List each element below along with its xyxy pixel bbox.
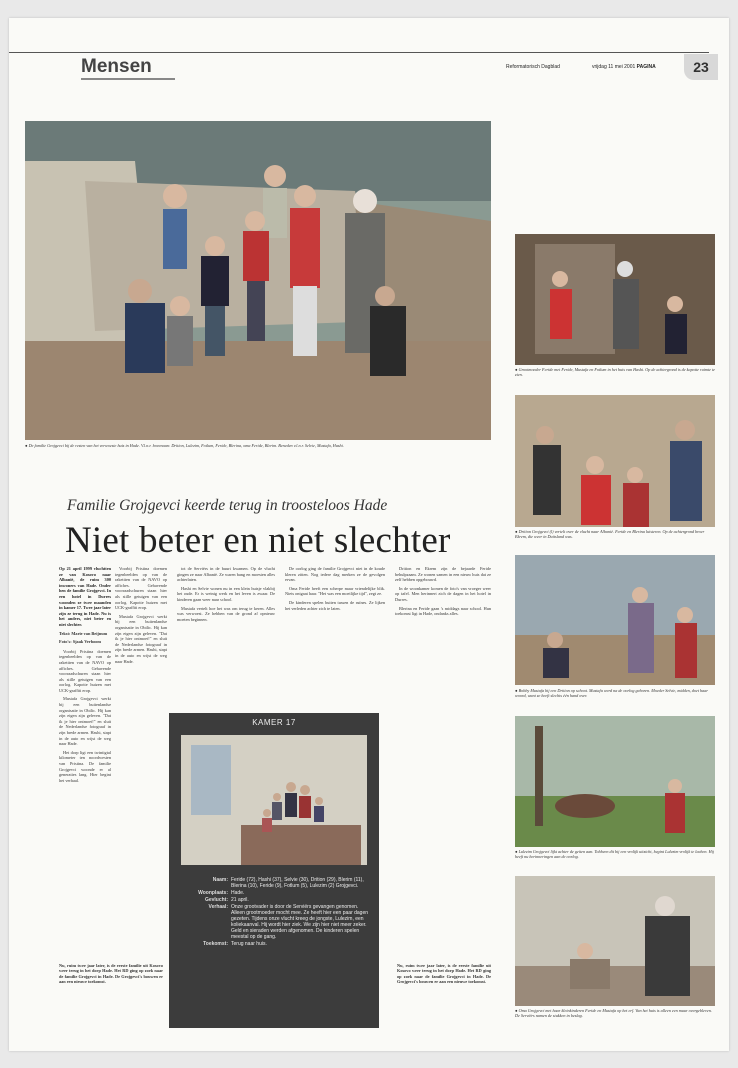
byline-photo: Foto's: Sjaak Verboom	[59, 639, 102, 645]
hotel-room-photo	[181, 735, 367, 865]
article-paragraph: Drition en Ekrem zijn de bejaarde Feride behulpzaam. Ze wonen samen in een nieuw huis dat ze zelf hebben opgebouwd.	[395, 566, 491, 583]
side-photo-2	[515, 395, 715, 527]
side-caption-1: ● Grootmoeder Feride met Feride, Mustafa en Fotlum in het huis van Hashi. Op de achtergrond is de kapotte ruimte te zien.	[515, 367, 716, 378]
article-kicker: Familie Grojgevci keerde terug in troosteloos Hade	[67, 497, 388, 514]
kamer-box-rows	[177, 877, 373, 948]
kamer-row: Verhaal: Onze grootvader is door de Serviërs gevangen genomen. Alleen grootmoeder mocht mee. Ze heeft hier een paar dagen gezeten. Tijdens onze vlucht kreeg de jongste, Lulezim, een koliekaanval. Hij wordt hier ziek. We zijn hier niet meer zeker. Geld en sieraden werden afgenomen. De kinderen spelen meestal op de gang.	[208, 904, 369, 940]
box-note-left: Nu, ruim twee jaar later, is de eerste familie uit Kosovo weer terug in het dorp Hade. Het RD ging op zoek naar de familie Grojgevci in Hade. De Grojgevci's bouwen er aan een nieuwe toekomst.	[59, 963, 163, 985]
header-rule	[9, 52, 709, 53]
article-column-4	[285, 566, 385, 614]
article-paragraph: Oma Feride heeft een scherpe maar vriendelijke blik. Niets ontgaat haar. "Het was een moeilijke tijd", zegt ze.	[285, 585, 385, 597]
kamer-row: Naam: Feride (72), Hashi (37), Selvie (30), Drition (29), Blerim (11), Blerina (10), Feride (9), Fotlum (5), Lulezim (2) Grojgevci.	[212, 877, 364, 889]
issue-date: vrijdag 11 mei 2001 PAGINA	[592, 64, 656, 70]
section-underline	[81, 78, 175, 80]
newspaper-page	[9, 18, 729, 1051]
side-caption-2: ● Drition Grojgevci (l) vertelt over de vlucht naar Albanië. Feride en Blerina luisteren. Op de achtergrond broer Ekrem, die weer in Duitsland was.	[515, 529, 705, 540]
side-photo-3	[515, 555, 715, 685]
article-paragraph: Blerina en Feride gaan 's middags naar school. Hun toekomst ligt in Hade, ondanks alles.	[395, 605, 491, 617]
box-note: Nu, ruim twee jaar later, is de eerste familie uit Kosovo weer terug in het dorp Hade. Het RD ging op zoek naar de familie Grojgevci in Hade. De Grojgevci's bouwen er aan een nieuwe toekomst.	[397, 963, 491, 985]
article-paragraph: De oorlog ging de familie Grojgevci niet in de koude kleren zitten. Nog iedere dag merken ze de gevolgen ervan.	[285, 566, 385, 583]
article-paragraph: In de woonkamer komen de foto's van vroeger weer op tafel. Men herinnert zich de dagen in het hotel in Durres.	[395, 585, 491, 602]
main-family-photo	[25, 121, 491, 440]
article-column-1	[59, 566, 111, 786]
article-column-5	[395, 566, 491, 620]
side-caption-5: ● Oma Grojgevci met haar kleinkinderen Feride en Mustafa op het erf. Van het huis is alleen een muur overgebleven. De Serviërs namen de stukken in beslag.	[515, 1008, 712, 1019]
article-column-3	[177, 566, 275, 625]
article-paragraph: Hashi en Selvie wonen nu in een klein huisje vlakbij het oude. Er is weinig werk en het leven is zwaar. De kinderen gaan weer naar school.	[177, 585, 275, 602]
byline-text: Tekst: Marie van Beijnum	[59, 630, 108, 636]
article-paragraph: Het dorp ligt een twintigtal kilometer ten noordwesten van Pristina. De familie Grojgevci woonde er al generaties lang. Hier begint het verhaal.	[59, 749, 111, 783]
article-paragraph: Mustafa Grojgevci werkt bij een buitenlandse organisatie in Obilic. Hij kan zijn eigen zijn geleven. "Dat ik je hier ontmoet!" en sluit de Nederlandse fotograaf in zijn brede armen. Hashi, stapt in de auto en wijst de weg naar Hade.	[59, 696, 111, 747]
kamer-row: Woonplaats: Hade.	[198, 890, 245, 896]
side-photo-1	[515, 234, 715, 365]
article-lead: Op 21 april 1999 vluchtten ze van Kosovo naar Albanië, de ruim 300 inwoners van Hade. Onder hen de familie Grojgevci. In een hotel in Durres woonden ze twee maanden in kamer 17. Twee jaar later zijn ze terug in Hade. Nu is het anders, niet beter en niet slechter.	[59, 566, 111, 627]
article-column-2	[115, 566, 167, 667]
article-paragraph: De kinderen spelen buiten tussen de ruïnes. Ze lijken het verleden achter zich te laten.	[285, 599, 385, 611]
article-headline: Niet beter en niet slechter	[65, 520, 451, 561]
article-paragraph: Voorbij Pristina doemen tegenbeelden op van de rakettten van de NAVO op affiches. Gehavende voorraadschuren staan hier als stille getuigen van een oorlog. Kapotte huizen met UCK-graffiti erop.	[115, 566, 167, 611]
main-photo-caption: ● De familie Grojgevci bij de resten van het verwoeste huis in Hade. V.l.n.r. bovenaan: Drition, Lulezim, Fotlum, Feride, Blerina, oma Feride, Blerim. Beneden v.l.n.r. Selvie, Mustafa, Hashi.	[25, 443, 344, 448]
side-caption-4: ● Lulezim Grojgevci lijkt achter de geiten aan. Tobbeen dit bij een vrolijk uitzicht, begint Lulezim vrolijk te lachen. Hij heeft nu herinneringen aan de oorlog.	[515, 849, 714, 860]
kamer-row: Gevlucht: 21 april.	[204, 897, 249, 903]
article-paragraph: Mustafa Grojgevci werkt bij een buitenlandse organisatie in Obilic. Hij kan zijn eigen zijn geleven. "Dat ik je hier ontmoet!" en sluit de Nederlandse fotograaf in zijn brede armen. Hashi, stapt in de auto en wijst de weg naar Hade.	[115, 613, 167, 664]
kamer-row: Toekomst: Terug naar huis.	[203, 941, 267, 947]
side-caption-3: ● Bobby Mustafa bij een Drition op schoot. Mustafa werd na de oorlog geboren. Moeder Selvie, midden, doet haar woord, want ze heeft slechts één hand over.	[515, 688, 708, 699]
section-title: Mensen	[81, 56, 152, 77]
side-photo-4	[515, 716, 715, 847]
page-number: 23	[684, 54, 718, 80]
side-photo-5	[515, 876, 715, 1006]
kamer-box-title: KAMER 17	[252, 718, 296, 727]
article-paragraph: Voorbij Pristina doemen tegenbeelden op van de rakettten van de NAVO op affiches. Gehavende voorraadschuren staan hier als stille getuigen van een oorlog. Kapotte huizen met UCK-graffiti erop.	[59, 648, 111, 693]
article-paragraph: tot de Serviërs in de buurt kwamen. Op de vlucht gingen ze naar Albanië. Ze waren bang en moesten alles achterlaten.	[177, 566, 275, 583]
kamer-17-box	[169, 713, 379, 1028]
paper-name: Reformatorisch Dagblad	[506, 64, 560, 70]
article-paragraph: Mustafa vertelt hoe het was om terug te keren. Alles was verwoest. Ze hebben van de grond af opnieuw moeten beginnen.	[177, 605, 275, 622]
